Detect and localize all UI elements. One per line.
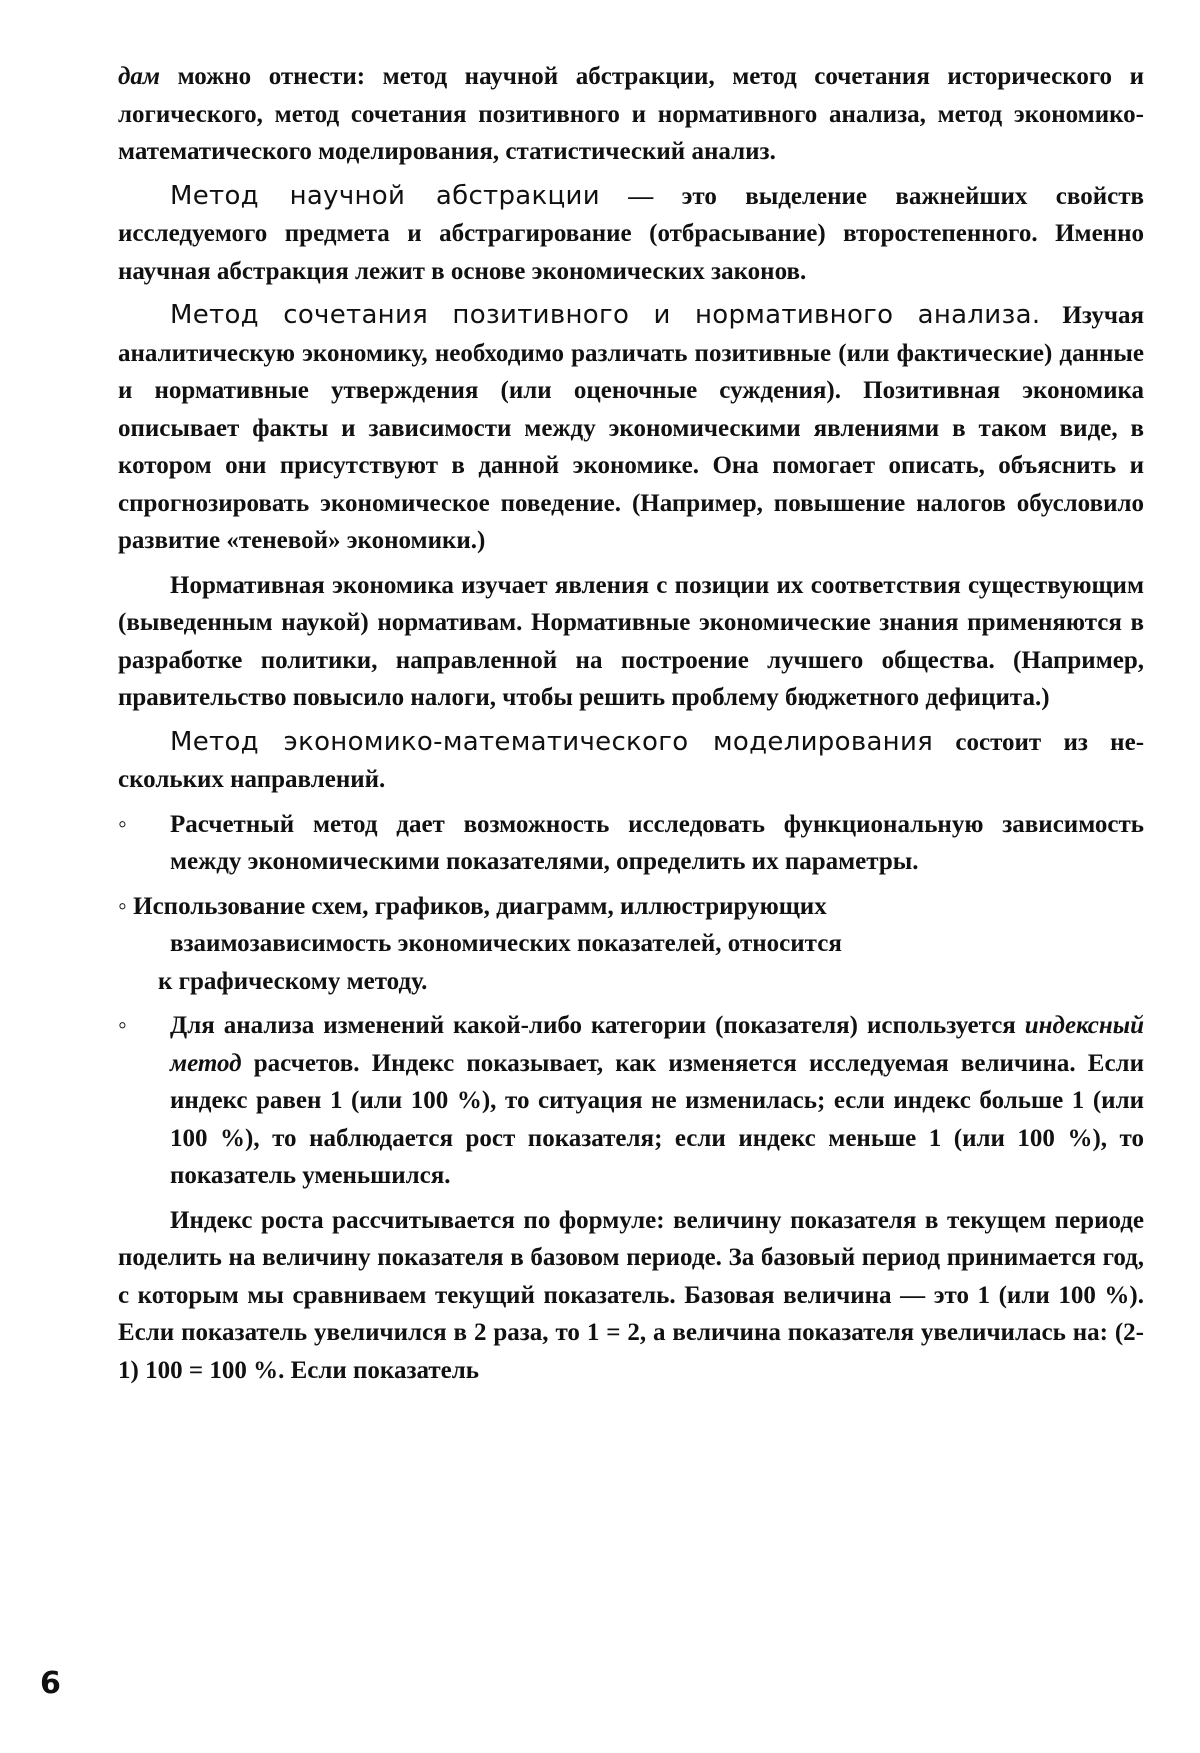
bullet-text: расчетов. Индекс показывает, как изменяется исследуемая величина. Если индекс равен 1 (или 100 %), то ситуация не изменилась; если индекс больше 1 (или 100 %), то наблюдается рост показателя; если индекс меньше 1 (или 100 %), то показатель уменьшился. — [170, 1049, 1144, 1189]
term-heading: Метод экономико-математического моделирования — [170, 726, 934, 757]
italic-term: индексный метод — [170, 1012, 1144, 1077]
paragraph-text: можно отнести: метод научной абстракции, метод сочетания исторического и логического, метод сочетания позитивного и нормативного анализа, метод экономико-математического моделирования, статистический анализ. — [118, 63, 1144, 165]
bullet-item-graphic — [118, 888, 1144, 1001]
bullet-item-index — [118, 1007, 1144, 1195]
page-body — [118, 58, 1144, 1396]
paragraph-growth-index: Индекс роста рассчитывается по формуле: величину показателя в текущем периоде поделить на величину показателя в базовом периоде. За базовый период принимается год, с которым мы сравниваем текущий показатель. Базовая величина — это 1 (или 100 %). Если показатель увеличился в 2 раза, то 1 = 2, а величина показателя увеличилась на: (2-1) 100 = 100 %. Если показатель — [118, 1206, 1144, 1384]
paragraph-text: — это выделение важнейших свойств исследуемого предмета и абстрагирование (отбрасывание) второстепенного. Именно научная абстракция лежит в основе экономических законов. — [118, 182, 1144, 285]
italic-word: дам — [118, 63, 161, 90]
bullet-circle-icon: ◦ — [118, 892, 127, 920]
paragraph-scientific-abstraction — [118, 178, 1144, 291]
bullet-text-line: к графическому методу. — [158, 967, 428, 995]
bullet-text-line: взаимозависимость экономических показателей, относится — [170, 930, 842, 957]
paragraph-text: Изучая аналитическую экономику, необходимо различать позитивные (или фактические) данные и нормативные утверждения (или оценочные суждения). Позитивная экономика описывает факты и зависимости между экономическими явлениями в таком виде, в котором они присутствуют в данной экономике. Она помогает описать, объяснить и спрогнозировать экономическое поведение. (Например, повышение налогов обусловило развитие «теневой» экономики.) — [118, 302, 1145, 554]
term-heading: Метод сочетания позитивного и нормативного анализа. — [170, 300, 1041, 330]
paragraph-positive-normative — [118, 297, 1144, 560]
bullet-item-calculation — [118, 806, 1144, 881]
bullet-circle-icon: ◦ — [118, 1012, 127, 1039]
term-heading: Метод научной абстракции — [170, 180, 600, 211]
bullet-text: Расчетный метод дает возможность исследовать функциональную зависимость между экономическими показателями, определить их параметры. — [170, 810, 1144, 875]
paragraph-methods-list — [118, 58, 1144, 171]
bullet-circle-icon: ◦ — [118, 810, 127, 838]
page-number: 6 — [40, 1666, 61, 1701]
paragraph-text: состоит из нескольких направлений. — [118, 728, 1145, 793]
bullet-text-line: Использование схем, графиков, диаграмм, иллюстрирующих — [133, 892, 827, 920]
paragraph-normative-economics: Нормативная экономика изучает явления с позиции их соответствия существующим (выведенным наукой) нормативам. Нормативные экономические знания применяются в разработке политики, направленной на построение лучшего общества. (Например, правительство повысило налоги, чтобы решить проблему бюджетного дефицита.) — [118, 571, 1144, 711]
bullet-text: Для анализа изменений какой-либо категории (показателя) используется — [170, 1012, 1025, 1039]
paragraph-math-modeling — [118, 724, 1144, 799]
